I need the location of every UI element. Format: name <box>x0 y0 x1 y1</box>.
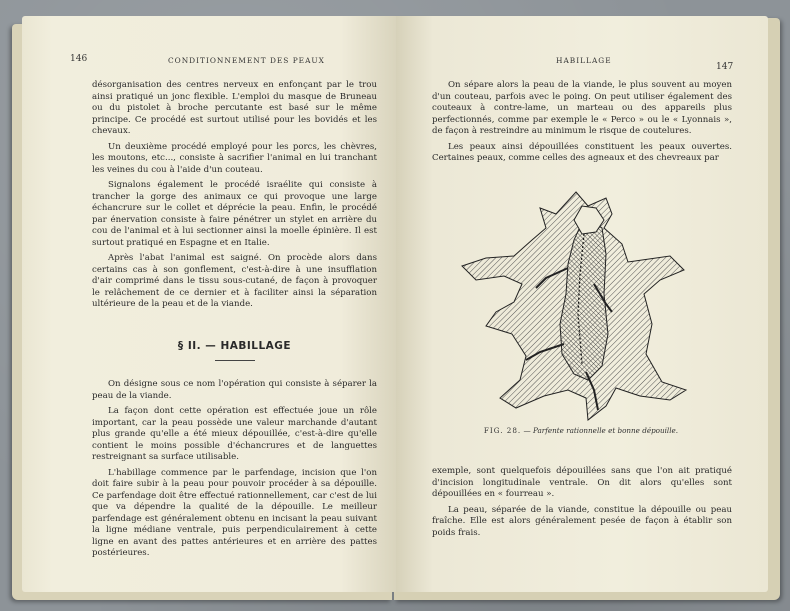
left-page-number: 146 <box>70 54 88 64</box>
left-running-head: CONDITIONNEMENT DES PEAUX <box>168 56 325 65</box>
left-paragraph-4: Après l'abat l'animal est saigné. On procède alors dans certains cas à son gonflement, c'est-à-dire à une insufflation d'air comprimé dans le tissu sous-cutané, de façon à provoquer le relâchement de ce dernier et à faciliter ainsi la séparation ultérieure de la peau et de la viande. <box>92 253 377 309</box>
right-text-bottom <box>432 466 732 543</box>
right-paragraph-1: On sépare alors la peau de la viande, le plus souvent au moyen d'un couteau, parfois avec le poing. On peut utiliser également des couteaux à contre-lame, un marteau ou des appareils plus perfectionnés, comme par exemple le « Perco » ou le « Lyonnais », de façon à restreindre au minimum le risque de coutelures. <box>432 80 732 136</box>
open-book <box>12 10 780 600</box>
right-text-top <box>432 80 732 169</box>
hide-illustration <box>456 184 716 424</box>
figure-caption <box>416 426 746 435</box>
right-paragraph-4: La peau, séparée de la viande, constitue la dépouille ou peau fraîche. Elle est alors généralement pesée de façon à établir son poids frais. <box>432 504 732 538</box>
left-text-block <box>92 80 377 564</box>
section-rule <box>215 360 255 361</box>
left-paragraph-5: On désigne sous ce nom l'opération qui consiste à séparer la peau de la viande. <box>92 379 377 401</box>
left-page <box>22 16 396 592</box>
right-running-head: HABILLAGE <box>556 56 612 65</box>
left-paragraph-1: désorganisation des centres nerveux en enfonçant par le trou ainsi pratiqué un jonc flexible. L'emploi du masque de Bruneau ou du pistolet à broche percutante est basé sur le même principe. Ce procédé est surtout utilisé pour les bovidés et les chevaux. <box>92 80 377 136</box>
right-paragraph-3: exemple, sont quelquefois dépouillées sans que l'on ait pratiqué d'incision longitudinale ventrale. On dit alors qu'elles sont dépouillées en « fourreau ». <box>432 466 732 499</box>
right-paragraph-2: Les peaux ainsi dépouillées constituent les peaux ouvertes. Certaines peaux, comme celles des agneaux et des chevreaux par <box>432 141 732 163</box>
left-paragraph-2: Un deuxième procédé employé pour les porcs, les chèvres, les moutons, etc..., consiste à sacrifier l'animal en lui tranchant les veines du cou à l'aide d'un couteau. <box>92 141 377 175</box>
section-title: § II. — HABILLAGE <box>177 339 292 352</box>
hide-figure-svg <box>456 184 716 424</box>
left-paragraph-6: La façon dont cette opération est effectuée joue un rôle important, car la peau possède une valeur marchande d'autant plus grande qu'elle a été mieux dépouillée, c'est-à-dire qu'elle contient le moins possible d'échancrures et de languettes restreignant sa surface utilisable. <box>92 406 377 462</box>
left-paragraph-7: L'habillage commence par le parfendage, incision que l'on doit faire subir à la peau pour pouvoir procéder à sa dépouille. Ce parfendage doit être effectué rationnellement, car c'est de lui que va dépendre la qualité de la dépouille. Le meilleur parfendage est généralement obtenu en incisant la peau suivant la ligne médiane ventrale, puis perpendiculairement à cette ligne en avant des pattes antérieures et en arrière des pattes postérieures. <box>92 467 377 558</box>
right-page <box>396 16 768 592</box>
figure-caption-text: — Parfente rationnelle et bonne dépouille. <box>523 426 679 435</box>
left-paragraph-3: Signalons également le procédé israélite qui consiste à trancher la gorge des animaux ce qui provoque une large échancrure sur le collet et déprécie la peau. Enfin, le procédé par énervation consiste à faire pénétrer un stylet en arrière du cou de l'animal et à lui sectionner ainsi la moelle épinière. Il est surtout pratiqué en Espagne et en Italie. <box>92 180 377 248</box>
right-page-number: 147 <box>716 62 734 72</box>
figure-label: FIG. 28. <box>483 426 522 435</box>
